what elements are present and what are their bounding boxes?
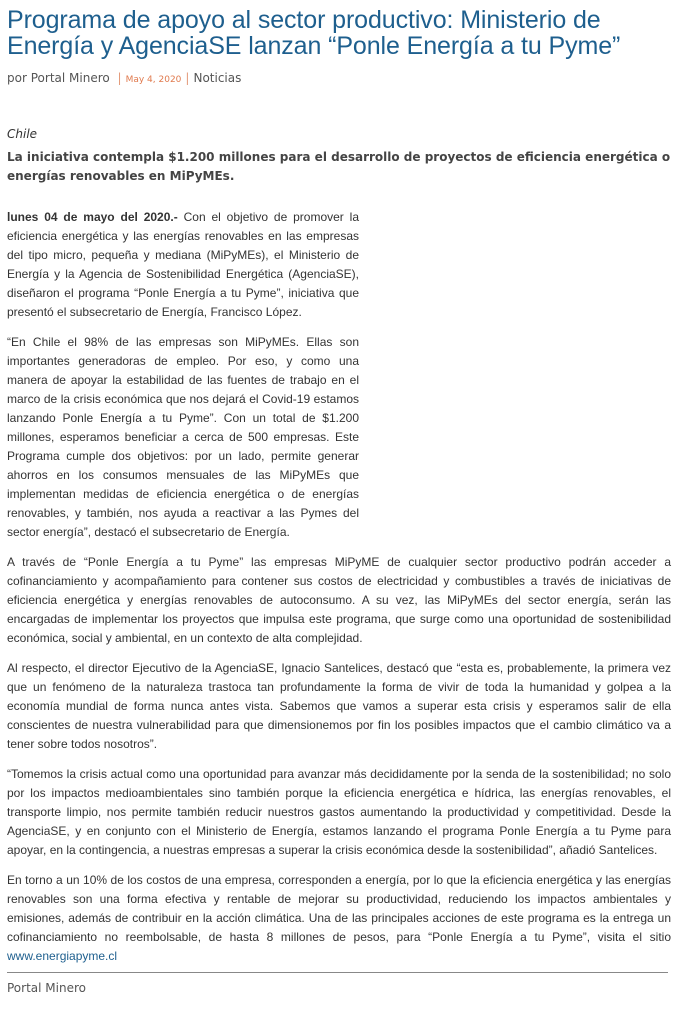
article-lead: La iniciativa contempla $1.200 millones para el desarrollo de proyectos de eficiencia energética o energías renovables en MiPyMEs.	[7, 150, 671, 183]
paragraph-3: A través de “Ponle Energía a tu Pyme” las empresas MiPyME de cualquier sector productivo podrán acceder a cofinanciamiento y acompañamiento para contener sus costos de electricidad y combustibles a través de iniciativas de eficiencia energética y energías renovables de autoconsumo. A su vez, las MiPyMEs del sector energía, serán las encargadas de implementar los proyectos que impulsa este programa, que surge como una oportunidad de sostenibilidad económica, social y ambiental, en un contexto de alta complejidad.	[7, 555, 671, 645]
article	[0, 7, 678, 995]
article-meta	[7, 69, 671, 87]
author-link[interactable]: Portal Minero	[30, 71, 110, 85]
article-title: Programa de apoyo al sector productivo: Ministerio de Energía y AgenciaSE lanzan “Ponle Energía a tu Pyme”	[7, 6, 621, 60]
paragraph-4: Al respecto, el director Ejecutivo de la AgenciaSE, Ignacio Santelices, destacó que “esta es, probablemente, la primera vez que un fenómeno de la naturaleza trastoca tan profundamente la forma de vivir de toda la humanidad y golpea a la economía mundial de forma nunca antes vista. Sabemos que vamos a superar esta crisis y esperamos salir de ella conscientes de nuestra vulnerabilidad para que dimensionemos por fin los posibles impactos que el cambio climático va a tener sobre todos nosotros”.	[7, 661, 671, 751]
byline-prefix: por	[7, 71, 27, 85]
footer-divider	[7, 972, 668, 973]
publish-date: May 4, 2020	[125, 75, 182, 85]
paragraph-2: “En Chile el 98% de las empresas son MiPyMEs. Ellas son importantes generadoras de empleo. Por eso, y como una manera de apoyar la estabilidad de las fuentes de trabajo en el marco de la crisis económica que nos dejará el Covid-19 estamos lanzando Ponle Energía a tu Pyme”. Con un total de $1.200 millones, esperamos beneficiar a cerca de 500 empresas. Este Programa cumple dos objetivos: por un lado, permite generar ahorros en los consumos mensuales de las MiPyMEs que implementan medidas de eficiencia energética o de energías renovables, y también, nos ayuda a reactivar a las Pymes del sector energía”, destacó el subsecretario de Energía.	[7, 335, 359, 539]
paragraph-1-text: Con el objetivo de promover la eficiencia energética y las energías renovables en las empresas del tipo micro, pequeña y mediana (MiPyMEs), el Ministerio de Energía y la Agencia de Sostenibilidad Energética (AgenciaSE), diseñaron el programa “Ponle Energía a tu Pyme”, iniciativa que presentó el subsecretario de Energía, Francisco López.	[7, 210, 360, 319]
paragraph-6-text: En torno a un 10% de los costos de una empresa, corresponden a energía, por lo que la eficiencia energética y las energías renovables son una forma efectiva y rentable de mejorar su productividad, reduciendo los impactos ambientales y emisiones, además de contribuir en la acción climática. Una de las principales acciones de este programa es la entrega un cofinanciamiento no reembolsable, de hasta 8 millones de pesos, para “Ponle Energía a tu Pyme”, visita el sitio	[7, 873, 671, 944]
paragraph-1	[7, 208, 359, 322]
paragraph-5: “Tomemos la crisis actual como una oportunidad para avanzar más decididamente por la senda de la sostenibilidad; no solo por los impactos medioambientales sino también porque la eficiencia energética e hídrica, las energías renovables, el transporte limpio, nos permite también reducir nuestros gastos aumentando la productividad y competitividad. Desde la AgenciaSE, y en conjunto con el Ministerio de Energía, estamos lanzando el programa Ponle Energía a tu Pyme para apoyar, en la contingencia, a nuestras empresas a superar la crisis económica desde la sostenibilidad”, añadió Santelices.	[7, 767, 671, 857]
country-label: Chile	[7, 127, 38, 141]
meta-separator: |	[117, 71, 122, 85]
meta-separator: |	[185, 71, 190, 85]
website-link[interactable]: www.energiapyme.cl	[7, 949, 118, 963]
footer-source: Portal Minero	[7, 981, 86, 995]
category-link[interactable]: Noticias	[193, 71, 242, 85]
dateline: lunes 04 de mayo del 2020.-	[7, 210, 178, 224]
paragraph-6	[7, 871, 671, 966]
